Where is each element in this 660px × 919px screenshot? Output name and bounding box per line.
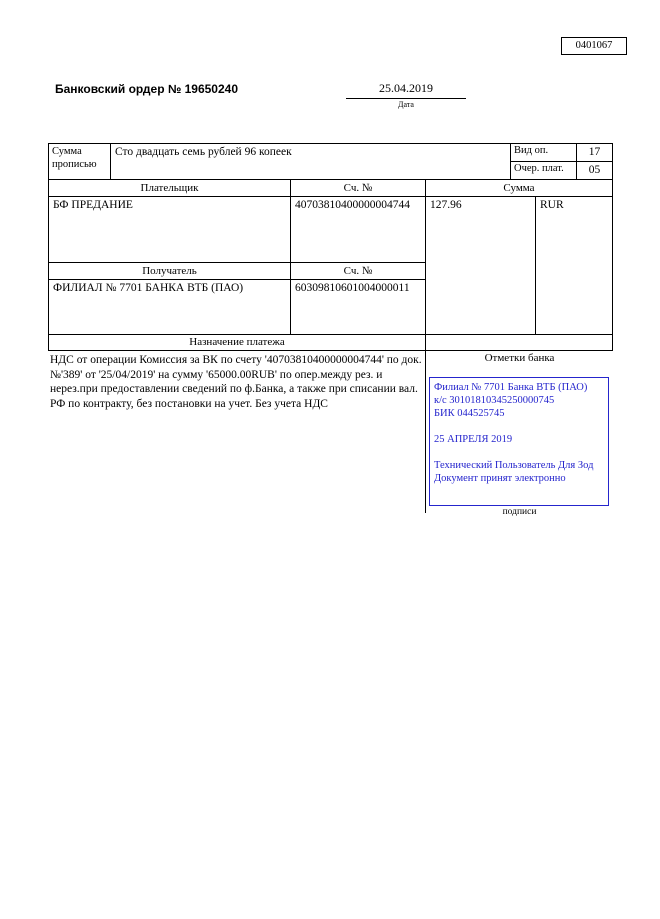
amount-currency: RUR <box>535 196 613 335</box>
payer-account: 40703810400000004744 <box>290 196 426 263</box>
receiver-account-header: Сч. № <box>290 262 426 280</box>
signatures-label: подписи <box>502 507 537 517</box>
stamp-bik: БИК 044525745 <box>434 408 505 419</box>
receiver-account: 60309810601004000011 <box>290 279 426 335</box>
bank-stamp <box>429 377 609 506</box>
amount-header: Сумма <box>425 179 613 197</box>
amount-in-words-label: Сумма прописью <box>48 143 111 180</box>
amount-in-words-value: Сто двадцать семь рублей 96 копеек <box>110 143 511 180</box>
receiver-header: Получатель <box>48 262 291 280</box>
vertical-divider <box>425 350 426 513</box>
bank-marks-top-cell <box>425 334 613 351</box>
purpose-header: Назначение платежа <box>48 334 426 351</box>
purpose-text: НДС от операции Комиссия за ВК по счету '40703810400000004744' по док.№'389' от '25/04/2019' на сумму '65000.00RUB' по опер.между рез. и нерез.при предоставлении сведений по ф.Банка, а также при списании вал. РФ по контракту, без постановки на учет. Без учета НДС <box>50 354 422 410</box>
form-code-box: 0401067 <box>561 37 627 55</box>
date-value: 25.04.2019 <box>346 81 466 99</box>
operation-type-value: 17 <box>576 143 613 162</box>
stamp-accepted-note: Документ принят электронно <box>434 473 566 484</box>
payment-priority-label: Очер. плат. <box>510 161 577 180</box>
amount-value: 127.96 <box>425 196 536 335</box>
payment-priority-value: 05 <box>576 161 613 180</box>
bank-marks-label: Отметки банка <box>484 352 555 364</box>
receiver-name: ФИЛИАЛ № 7701 БАНКА ВТБ (ПАО) <box>48 279 291 335</box>
stamp-corr-account: к/с 30101810345250000745 <box>434 395 555 406</box>
operation-type-label: Вид оп. <box>510 143 577 162</box>
stamp-operator: Технический Пользователь Для Зод <box>434 460 594 471</box>
payer-name: БФ ПРЕДАНИЕ <box>48 196 291 263</box>
document-title: Банковский ордер № 19650240 <box>55 82 238 96</box>
date-label: Дата <box>398 100 414 109</box>
stamp-date: 25 АПРЕЛЯ 2019 <box>434 434 513 445</box>
payer-header: Плательщик <box>48 179 291 197</box>
payer-account-header: Сч. № <box>290 179 426 197</box>
stamp-bank-name: Филиал № 7701 Банка ВТБ (ПАО) <box>434 382 588 393</box>
